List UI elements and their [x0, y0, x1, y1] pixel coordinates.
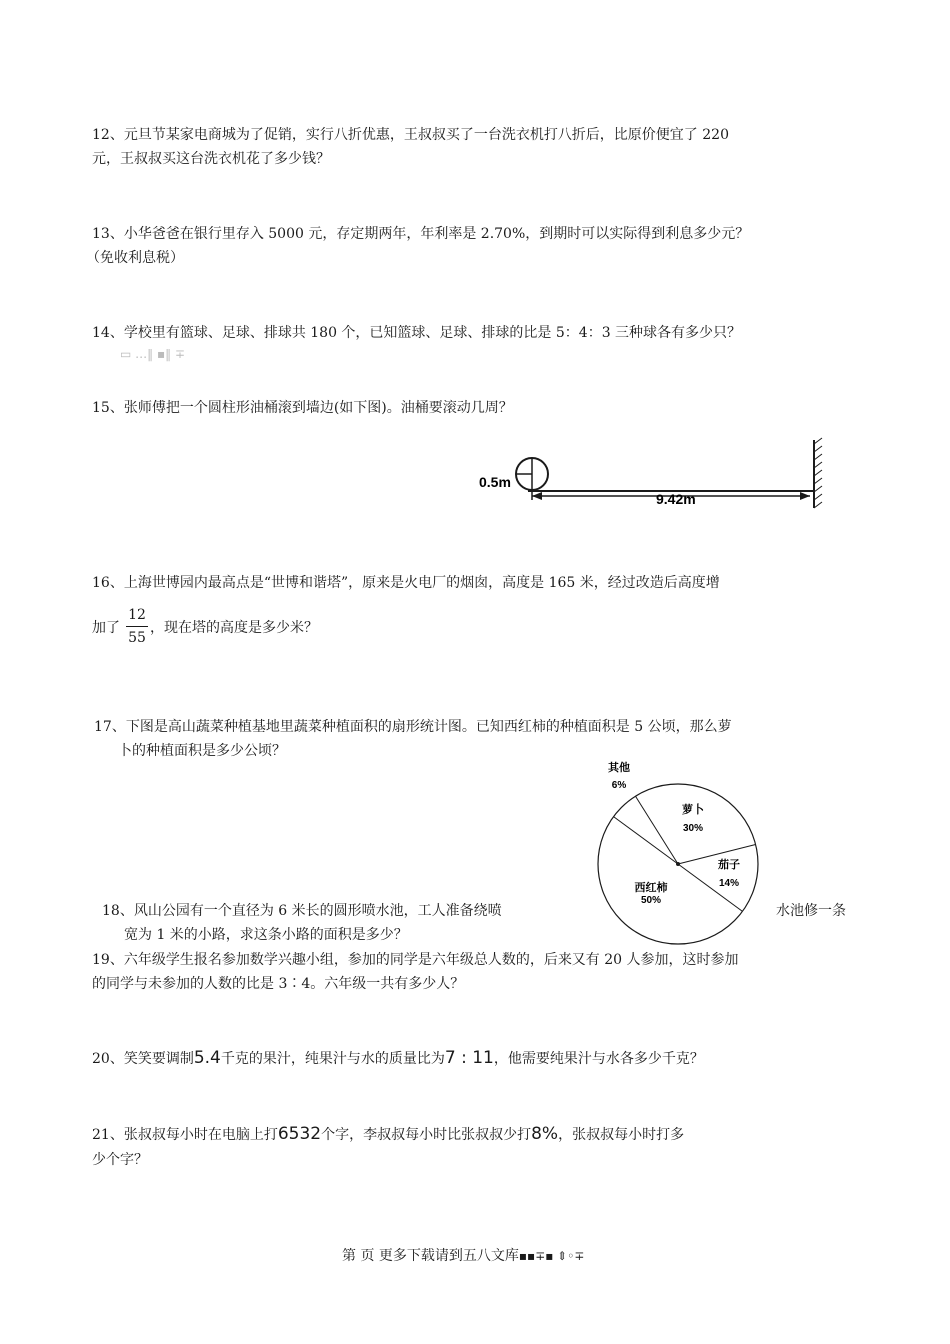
question-21-suffix: ，张叔叔每小时打多	[558, 1127, 685, 1143]
pie-slice-value-3: 50%	[640, 895, 662, 906]
question-21-line-2: 少个字？	[92, 1152, 148, 1168]
arrowhead-left	[532, 492, 542, 500]
question-18-line-1-prefix: 18、风山公园有一个直径为 6 米长的圆形喷水池，工人准备绕喷	[102, 903, 502, 919]
footer-artifact: ▪▪∓▪ ⇕◦∓	[518, 1249, 585, 1263]
question-20-mass: 5.4	[193, 1048, 221, 1068]
page-footer	[342, 1246, 584, 1266]
pie-slice-name-1: 萝卜	[682, 804, 704, 816]
question-12-line-1: 12、元旦节某家电商城为了促销，实行八折优惠，王叔叔买了一台洗衣机打八折后，比原价便宜了 220	[92, 127, 729, 143]
question-16-line-1: 16、上海世博园内最高点是“世博和谐塔”，原来是火电厂的烟囱，高度是 165 米，经过改造后高度增	[92, 575, 720, 591]
pie-slice-name-4: 其他	[608, 762, 630, 774]
pie-slice-value-2: 14%	[718, 878, 740, 889]
question-14-line-1: 14、学校里有篮球、足球、排球共 180 个，已知篮球、足球、排球的比是 5：4：3 三种球各有多少只？	[92, 325, 742, 341]
question-13-line-1: 13、小华爸爸在银行里存入 5000 元，存定期两年，年利率是 2.70%，到期时可以实际得到利息多少元？	[92, 226, 750, 242]
question-19-line-1: 19、六年级学生报名参加数学兴趣小组，参加的同学是六年级总人数的，后来又有 20 人参加，这时参加	[92, 952, 739, 968]
distance-label: 9.42m	[656, 491, 696, 507]
wall-hatching	[814, 438, 822, 508]
fraction-numerator: 12	[128, 607, 146, 623]
question-21-middle: 个字，李叔叔每小时比张叔叔少打	[321, 1127, 532, 1143]
question-18-line-1-suffix: 水池修一条	[776, 903, 846, 919]
pie-slice-name-2: 茄子	[718, 859, 740, 871]
question-16-line-2-suffix: ，现在塔的高度是多少米？	[150, 620, 318, 636]
fraction-12-55	[126, 607, 148, 646]
question-12-line-2: 元，王叔叔买这台洗衣机花了多少钱？	[92, 151, 330, 167]
question-20-suffix: ，他需要纯果汁与水各多少千克？	[493, 1051, 704, 1067]
question-20-middle: 千克的果汁，纯果汁与水的质量比为	[220, 1051, 445, 1067]
pie-slice-name-3: 西红柿	[634, 882, 668, 894]
question-13-line-2: （免收利息税）	[86, 250, 184, 266]
question-19-line-2: 的同学与未参加的人数的比是 3∶4。六年级一共有多少人？	[92, 976, 465, 992]
question-21-count: 6532	[277, 1124, 322, 1144]
question-14-artifact: ▭ …‖ ▪‖ ∓	[120, 347, 185, 361]
barrel-roll-diagram	[470, 436, 860, 516]
question-15-line-1: 15、张师傅把一个圆柱形油桶滚到墙边(如下图)。油桶要滚动几周？	[92, 400, 513, 416]
footer-text: 第 页 更多下载请到五八文库	[342, 1248, 519, 1264]
vegetable-pie-chart	[590, 758, 770, 952]
pie-center-dot	[676, 862, 680, 866]
pie-slice-value-4: 6%	[611, 780, 627, 791]
question-21-line-1	[92, 1124, 684, 1145]
fraction-denominator: 55	[128, 630, 146, 646]
question-21-prefix: 21、张叔叔每小时在电脑上打	[92, 1127, 278, 1143]
question-20-prefix: 20、笑笑要调制	[92, 1051, 194, 1067]
radius-label: 0.5m	[479, 474, 511, 490]
question-20	[92, 1048, 704, 1069]
question-20-ratio: 7 : 11	[444, 1048, 494, 1068]
question-21-percent: 8%	[531, 1124, 559, 1144]
fraction-bar	[126, 626, 148, 627]
question-16-line-2-prefix: 加了	[92, 620, 120, 636]
pie-slice-value-1: 30%	[682, 823, 704, 834]
question-18-line-2: 宽为 1 米的小路，求这条小路的面积是多少？	[124, 927, 408, 943]
arrowhead-right	[800, 492, 810, 500]
question-17-line-2: 卜的种植面积是多少公顷？	[118, 743, 286, 759]
question-17-line-1: 17、下图是高山蔬菜种植基地里蔬菜种植面积的扇形统计图。已知西红柿的种植面积是 5 公顷，那么萝	[94, 719, 732, 735]
